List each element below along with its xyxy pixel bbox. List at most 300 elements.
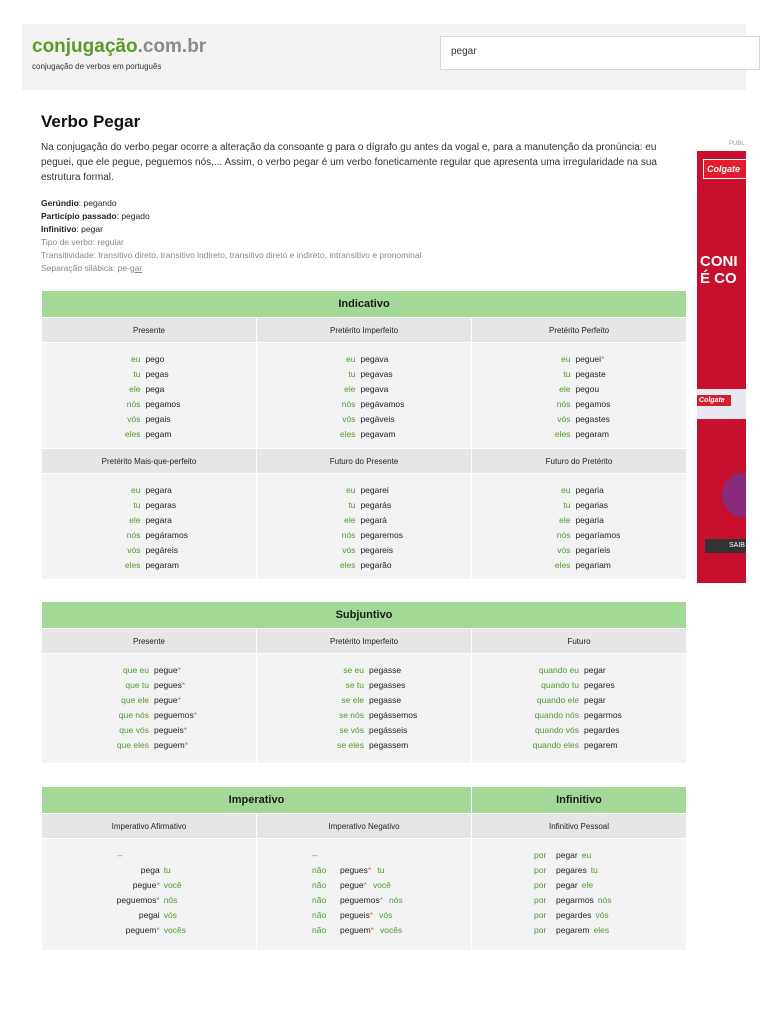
verb-form: pegarão bbox=[360, 560, 392, 570]
pronoun: ele bbox=[344, 515, 356, 525]
pronoun: vós bbox=[127, 545, 141, 555]
verb-form: pegares bbox=[556, 865, 587, 875]
preposition: por bbox=[534, 865, 547, 875]
verb-form: pegou bbox=[575, 384, 600, 394]
conjugation-row bbox=[42, 352, 256, 367]
verb-form: pegue* bbox=[132, 880, 160, 890]
conjugation-row bbox=[257, 483, 471, 498]
verb-form: pegas bbox=[145, 369, 169, 379]
conjugation-row bbox=[257, 397, 471, 412]
pronoun: tu bbox=[563, 369, 571, 379]
conjugation-row bbox=[257, 893, 471, 908]
infinitivo-header: Infinitivo bbox=[472, 787, 687, 814]
pronoun: nós bbox=[341, 530, 356, 540]
irregular-asterisk: * bbox=[177, 695, 181, 705]
conjugation-row bbox=[472, 412, 686, 427]
conjugation-row bbox=[257, 528, 471, 543]
conjugation-row bbox=[472, 427, 686, 442]
verb-transitivity: Transitividade: transitivo direto, transitivo indireto, transitivo direto e indireto, intransitivo e pronominal bbox=[41, 250, 422, 260]
ad-cta-button[interactable]: SAIB bbox=[705, 539, 746, 553]
conjugation-row bbox=[257, 723, 471, 738]
pronoun: que eu bbox=[123, 665, 149, 675]
conjugation-row bbox=[42, 513, 256, 528]
verb-form: pegarem bbox=[584, 740, 618, 750]
preposition: por bbox=[534, 850, 547, 860]
pronoun: nós bbox=[556, 399, 571, 409]
verb-form: pegar bbox=[584, 695, 606, 705]
verb-form: pegar bbox=[556, 880, 578, 890]
pronoun: quando eu bbox=[538, 665, 579, 675]
empty-row: -- bbox=[312, 850, 318, 860]
conjugation-row bbox=[472, 848, 686, 863]
conjugation-row bbox=[257, 498, 471, 513]
verb-form: peguem* bbox=[125, 925, 160, 935]
conjugation-row bbox=[42, 558, 256, 573]
conjugation-row bbox=[42, 483, 256, 498]
pronoun: nós bbox=[126, 399, 141, 409]
pronoun: que ele bbox=[121, 695, 149, 705]
conjugation-row bbox=[472, 382, 686, 397]
verb-form: peguem* bbox=[340, 925, 375, 935]
tense-header: Presente bbox=[42, 318, 257, 343]
conjugation-row bbox=[472, 708, 686, 723]
separation-last-syllable: gar bbox=[129, 263, 143, 273]
pronoun: tu bbox=[133, 369, 141, 379]
irregular-asterisk: * bbox=[379, 895, 384, 905]
pronoun: vós bbox=[127, 414, 141, 424]
tense-cell bbox=[42, 654, 257, 764]
pronoun: se eles bbox=[337, 740, 364, 750]
pronoun: eles bbox=[554, 429, 571, 439]
verb-form: pegam bbox=[145, 429, 172, 439]
verb-form: pegues* bbox=[340, 865, 372, 875]
pronoun: eu bbox=[581, 850, 592, 860]
gerund-label: Gerúndio bbox=[41, 198, 79, 208]
negation: não bbox=[312, 880, 327, 890]
ad-headline-line: CONI bbox=[700, 253, 738, 270]
pronoun: eles bbox=[339, 560, 356, 570]
verb-form: pegarei bbox=[360, 485, 389, 495]
pronoun: quando tu bbox=[541, 680, 579, 690]
verb-form: pegassem bbox=[369, 740, 409, 750]
conjugation-row bbox=[472, 558, 686, 573]
verb-form: pegáreis bbox=[145, 545, 179, 555]
pronoun: eles bbox=[339, 429, 356, 439]
conjugation-row bbox=[42, 693, 256, 708]
tense-header: Futuro do Presente bbox=[257, 449, 472, 474]
conjugation-row bbox=[42, 382, 256, 397]
preposition: por bbox=[534, 880, 547, 890]
conjugation-row bbox=[257, 693, 471, 708]
conjugation-row bbox=[472, 528, 686, 543]
verb-form: pega bbox=[145, 384, 165, 394]
verb-form: pegardes bbox=[556, 910, 592, 920]
irregular-asterisk: * bbox=[363, 880, 367, 890]
verb-form: pegamos bbox=[575, 399, 611, 409]
conjugation-row bbox=[472, 723, 686, 738]
verb-form: pegue* bbox=[154, 665, 181, 675]
pronoun: ele bbox=[581, 880, 594, 890]
participle-line: Particípio passado: pegado bbox=[41, 211, 150, 221]
pronoun: eles bbox=[124, 560, 141, 570]
main-content bbox=[41, 112, 687, 951]
pronoun: se eu bbox=[343, 665, 364, 675]
gerund-line: Gerúndio: pegando bbox=[41, 198, 117, 208]
participle-label: Particípio passado bbox=[41, 211, 117, 221]
irregular-asterisk: * bbox=[156, 895, 160, 905]
verb-form: pegássemos bbox=[369, 710, 418, 720]
conjugation-row bbox=[257, 738, 471, 753]
conjugation-row bbox=[42, 678, 256, 693]
ad-brand-logo: Colgate bbox=[703, 159, 746, 179]
tense-header: Pretérito Mais-que-perfeito bbox=[42, 449, 257, 474]
conjugation-row bbox=[257, 367, 471, 382]
irregular-asterisk: * bbox=[181, 680, 186, 690]
subjuntivo-header: Subjuntivo bbox=[42, 602, 687, 629]
imperativo-afirmativo-cell bbox=[42, 839, 257, 951]
tense-header: Pretérito Imperfeito bbox=[257, 318, 472, 343]
infinitive-label: Infinitivo bbox=[41, 224, 77, 234]
pronoun: vós bbox=[557, 545, 571, 555]
pronoun: você bbox=[163, 880, 182, 890]
pronoun: eu bbox=[560, 485, 571, 495]
conjugation-row bbox=[257, 513, 471, 528]
pronoun: eu bbox=[560, 354, 571, 364]
imperativo-negativo-cell bbox=[257, 839, 472, 951]
pronoun: que vós bbox=[119, 725, 149, 735]
verb-form: pegaria bbox=[575, 485, 604, 495]
tense-header: Futuro bbox=[472, 629, 687, 654]
irregular-asterisk: * bbox=[183, 725, 188, 735]
verb-form: pegarem bbox=[556, 925, 590, 935]
participle-value: pegado bbox=[121, 211, 150, 221]
verb-type: Tipo de verbo: regular bbox=[41, 237, 124, 247]
conjugation-row bbox=[42, 367, 256, 382]
conjugation-row bbox=[42, 863, 256, 878]
pronoun: tu bbox=[133, 500, 141, 510]
tense-cell bbox=[472, 343, 687, 449]
infinitive-value: pegar bbox=[81, 224, 103, 234]
conjugation-row bbox=[472, 352, 686, 367]
tense-header: Imperativo Negativo bbox=[257, 814, 472, 839]
pronoun: se vós bbox=[339, 725, 364, 735]
pronoun: vós bbox=[163, 910, 177, 920]
negation: não bbox=[312, 925, 327, 935]
tense-cell bbox=[257, 654, 472, 764]
tense-cell bbox=[472, 654, 687, 764]
verb-intro: Na conjugação do verbo pegar ocorre a alteração da consoante g para o dígrafo gu antes da vogal e, para a manutenção da pronúncia: eu peguei, que ele pegue, peguemos nós,... Assim, o verbo pegar é um verbo foneticamente regular que apresenta uma irregularidade na sua estrutura formal. bbox=[41, 142, 657, 183]
conjugation-row bbox=[42, 528, 256, 543]
irregular-asterisk: * bbox=[156, 925, 160, 935]
conjugation-row bbox=[42, 498, 256, 513]
verb-form: pegarmos bbox=[584, 710, 622, 720]
verb-form: pegasses bbox=[369, 680, 406, 690]
negation: não bbox=[312, 910, 327, 920]
pronoun: quando eles bbox=[532, 740, 579, 750]
pronoun: se tu bbox=[345, 680, 364, 690]
pronoun: tu bbox=[563, 500, 571, 510]
verb-form: pegavas bbox=[360, 369, 393, 379]
verb-form: pegues* bbox=[154, 680, 186, 690]
conjugation-row bbox=[472, 483, 686, 498]
pronoun: quando nós bbox=[534, 710, 579, 720]
pronoun: se nós bbox=[338, 710, 364, 720]
irregular-asterisk: * bbox=[370, 925, 375, 935]
conjugation-row bbox=[257, 558, 471, 573]
irregular-asterisk: * bbox=[184, 740, 189, 750]
conjugation-row bbox=[42, 412, 256, 427]
verb-form: pegarmos bbox=[556, 895, 594, 905]
irregular-asterisk: * bbox=[177, 665, 181, 675]
conjugation-row bbox=[472, 893, 686, 908]
verb-form: pegar bbox=[556, 850, 578, 860]
pronoun: nós bbox=[126, 530, 141, 540]
imperativo-table bbox=[41, 786, 687, 951]
verb-form: pegai bbox=[138, 910, 160, 920]
verb-form: pegueis* bbox=[340, 910, 374, 920]
verb-form: pegaríeis bbox=[575, 545, 611, 555]
verb-form: peguemos* bbox=[154, 710, 198, 720]
conjugation-row bbox=[42, 723, 256, 738]
verb-form: pegardes bbox=[584, 725, 620, 735]
conjugation-row bbox=[257, 923, 471, 938]
pronoun: vocês bbox=[163, 925, 186, 935]
pronoun: que nós bbox=[118, 710, 149, 720]
conjugation-row bbox=[257, 708, 471, 723]
infinitive-line: Infinitivo: pegar bbox=[41, 224, 103, 234]
verb-form: pegaram bbox=[145, 560, 179, 570]
verb-form: pegásseis bbox=[369, 725, 408, 735]
conjugation-row bbox=[472, 878, 686, 893]
verb-form: pegaras bbox=[145, 500, 177, 510]
pronoun: vós bbox=[557, 414, 571, 424]
verb-form: peguem* bbox=[154, 740, 189, 750]
pronoun: tu bbox=[348, 369, 356, 379]
ad-label: PUBL bbox=[729, 141, 745, 147]
verb-form: peguemos* bbox=[116, 895, 160, 905]
pronoun: eu bbox=[130, 354, 141, 364]
conjugation-row bbox=[257, 427, 471, 442]
conjugation-row bbox=[472, 663, 686, 678]
irregular-asterisk: * bbox=[367, 865, 372, 875]
pronoun: eles bbox=[593, 925, 610, 935]
conjugation-row bbox=[42, 738, 256, 753]
conjugation-row bbox=[472, 543, 686, 558]
verb-form: pegaríamos bbox=[575, 530, 621, 540]
conjugation-row bbox=[472, 498, 686, 513]
conjugation-row bbox=[42, 397, 256, 412]
gerund-value: pegando bbox=[83, 198, 117, 208]
conjugation-row bbox=[257, 412, 471, 427]
verb-form: pegaram bbox=[575, 429, 609, 439]
conjugation-row bbox=[257, 863, 471, 878]
conjugation-row bbox=[472, 367, 686, 382]
verb-form: pegarias bbox=[575, 500, 609, 510]
verb-form: pegar bbox=[584, 665, 606, 675]
verb-form: pegaste bbox=[575, 369, 606, 379]
tense-header: Futuro do Pretérito bbox=[472, 449, 687, 474]
verb-form: pegavam bbox=[360, 429, 396, 439]
pronoun: se ele bbox=[341, 695, 364, 705]
conjugation-row bbox=[257, 543, 471, 558]
conjugation-row bbox=[42, 663, 256, 678]
conjugation-row bbox=[472, 738, 686, 753]
verb-form: pegasse bbox=[369, 695, 402, 705]
verb-form: pegara bbox=[145, 515, 172, 525]
conjugation-row bbox=[42, 923, 256, 938]
conjugation-row bbox=[257, 352, 471, 367]
verb-form: peguemos* bbox=[340, 895, 384, 905]
ad-product-image bbox=[697, 389, 746, 419]
verb-form: pegara bbox=[145, 485, 172, 495]
site-header bbox=[22, 24, 746, 90]
conjugation-row bbox=[42, 543, 256, 558]
verb-form: pegasse bbox=[369, 665, 402, 675]
conjugation-row bbox=[42, 878, 256, 893]
pronoun: tu bbox=[348, 500, 356, 510]
irregular-asterisk: * bbox=[369, 910, 374, 920]
tense-cell bbox=[42, 474, 257, 580]
ad-headline bbox=[700, 253, 738, 287]
tense-cell bbox=[42, 343, 257, 449]
tense-cell bbox=[472, 474, 687, 580]
pronoun: nós bbox=[597, 895, 612, 905]
conjugation-row bbox=[472, 397, 686, 412]
ad-pack-brand: Colgate bbox=[697, 395, 731, 406]
infinitivo-pessoal-cell bbox=[472, 839, 687, 951]
pronoun: ele bbox=[559, 515, 571, 525]
tense-cell bbox=[257, 343, 472, 449]
verb-form: pegue* bbox=[154, 695, 181, 705]
pronoun: eu bbox=[345, 485, 356, 495]
verb-form: pegava bbox=[360, 354, 389, 364]
verb-form: pegares bbox=[584, 680, 615, 690]
page-title: Verbo Pegar bbox=[41, 112, 141, 131]
verb-form: pegue* bbox=[340, 880, 367, 890]
verb-form: pegareis bbox=[360, 545, 394, 555]
pronoun: tu bbox=[377, 865, 385, 875]
verb-form: pegáveis bbox=[360, 414, 395, 424]
ad-banner[interactable] bbox=[697, 151, 746, 583]
verb-form: pegará bbox=[360, 515, 387, 525]
conjugation-row bbox=[472, 693, 686, 708]
pronoun: ele bbox=[129, 384, 141, 394]
verb-form: pegáramos bbox=[145, 530, 188, 540]
pronoun: vocês bbox=[380, 925, 403, 935]
preposition: por bbox=[534, 895, 547, 905]
conjugation-row bbox=[257, 678, 471, 693]
pronoun: que tu bbox=[125, 680, 149, 690]
conjugation-row bbox=[472, 908, 686, 923]
verb-form: pegaremos bbox=[360, 530, 403, 540]
imperativo-header: Imperativo bbox=[42, 787, 472, 814]
conjugation-row bbox=[257, 663, 471, 678]
indicativo-table bbox=[41, 290, 687, 580]
conjugation-row bbox=[42, 427, 256, 442]
pronoun: vós bbox=[595, 910, 609, 920]
verb-form: pego bbox=[145, 354, 165, 364]
verb-form: pegávamos bbox=[360, 399, 405, 409]
pronoun: vós bbox=[342, 414, 356, 424]
verb-form: pegueis* bbox=[154, 725, 188, 735]
conjugation-row bbox=[257, 382, 471, 397]
indicativo-header: Indicativo bbox=[42, 291, 687, 318]
pronoun: ele bbox=[559, 384, 571, 394]
conjugation-row bbox=[472, 678, 686, 693]
subjuntivo-table bbox=[41, 601, 687, 764]
conjugation-row bbox=[472, 923, 686, 938]
irregular-asterisk: * bbox=[600, 354, 605, 364]
verb-form: pegava bbox=[360, 384, 389, 394]
logo-domain: .com.br bbox=[137, 36, 207, 57]
verb-form: pegamos bbox=[145, 399, 181, 409]
search-input[interactable]: pegar bbox=[440, 36, 760, 70]
pronoun: ele bbox=[344, 384, 356, 394]
pronoun: eu bbox=[345, 354, 356, 364]
tense-header: Pretérito Perfeito bbox=[472, 318, 687, 343]
conjugation-row bbox=[42, 893, 256, 908]
verb-form: pegaria bbox=[575, 515, 604, 525]
pronoun: tu bbox=[163, 865, 171, 875]
conjugation-row bbox=[257, 908, 471, 923]
preposition: por bbox=[534, 910, 547, 920]
pronoun: você bbox=[372, 880, 391, 890]
syllable-separation bbox=[41, 262, 687, 275]
tense-header: Pretérito Imperfeito bbox=[257, 629, 472, 654]
verb-form: pegais bbox=[145, 414, 171, 424]
pronoun: eles bbox=[554, 560, 571, 570]
pronoun: nós bbox=[556, 530, 571, 540]
pronoun: nós bbox=[389, 895, 403, 905]
tense-cell bbox=[257, 474, 472, 580]
verb-meta bbox=[41, 197, 687, 275]
irregular-asterisk: * bbox=[156, 880, 160, 890]
ad-headline-line: É CO bbox=[700, 270, 737, 287]
separation-label: Separação silábica: pe- bbox=[41, 263, 130, 273]
empty-row: -- bbox=[117, 850, 123, 860]
pronoun: ele bbox=[129, 515, 141, 525]
logo-main: conjugação bbox=[32, 36, 138, 57]
negation: não bbox=[312, 865, 327, 875]
pronoun: vós bbox=[379, 910, 393, 920]
pronoun: quando ele bbox=[536, 695, 579, 705]
pronoun: eu bbox=[130, 485, 141, 495]
pronoun: tu bbox=[590, 865, 598, 875]
conjugation-row bbox=[42, 908, 256, 923]
pronoun: nós bbox=[341, 399, 356, 409]
conjugation-row bbox=[257, 878, 471, 893]
pronoun: vós bbox=[342, 545, 356, 555]
site-logo[interactable] bbox=[32, 36, 206, 58]
site-tagline: conjugação de verbos em português bbox=[32, 62, 162, 71]
preposition: por bbox=[534, 925, 547, 935]
conjugation-row bbox=[472, 863, 686, 878]
conjugation-row bbox=[42, 708, 256, 723]
conjugation-row bbox=[472, 513, 686, 528]
verb-form: pegastes bbox=[575, 414, 610, 424]
pronoun: quando vós bbox=[535, 725, 579, 735]
tense-header: Imperativo Afirmativo bbox=[42, 814, 257, 839]
verb-form: peguei* bbox=[575, 354, 605, 364]
tense-header: Infinitivo Pessoal bbox=[472, 814, 687, 839]
tense-header: Presente bbox=[42, 629, 257, 654]
verb-form: pegarás bbox=[360, 500, 392, 510]
ad-product-circle bbox=[722, 473, 746, 517]
pronoun: nós bbox=[163, 895, 178, 905]
pronoun: que eles bbox=[116, 740, 149, 750]
negation: não bbox=[312, 895, 327, 905]
irregular-asterisk: * bbox=[193, 710, 198, 720]
